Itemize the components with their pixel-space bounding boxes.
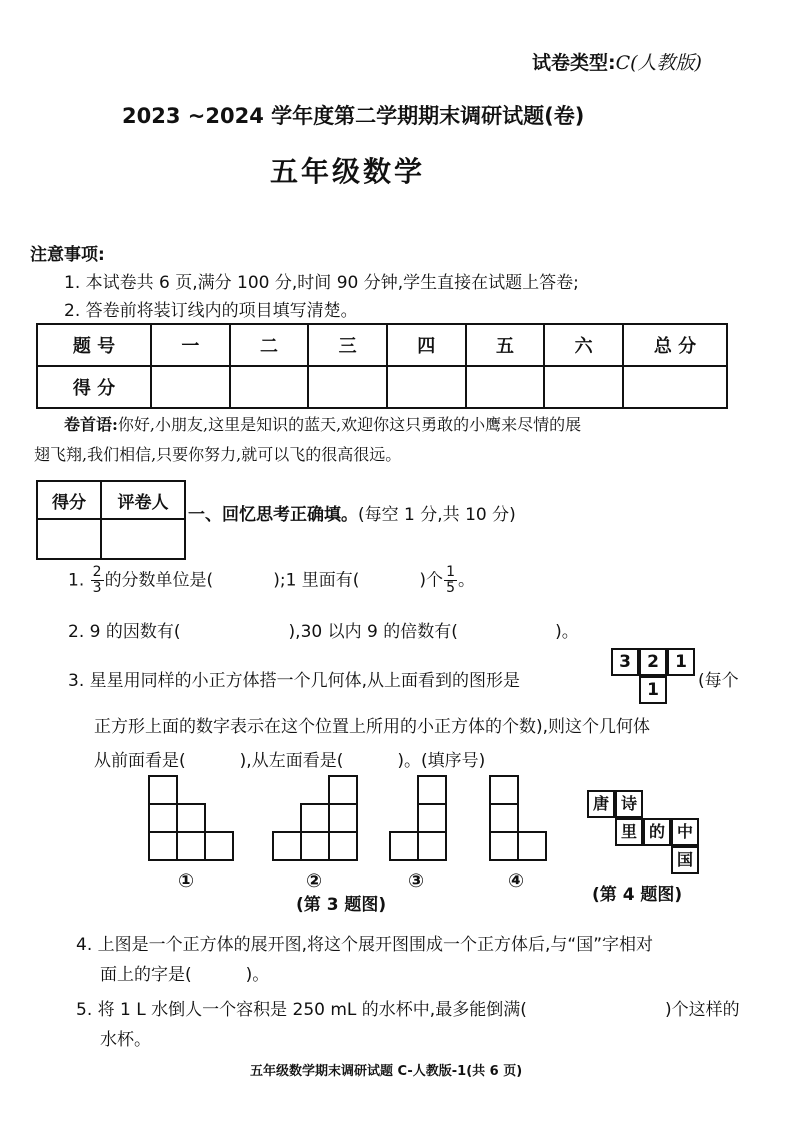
question-5-line-1b: )个这样的 [665, 1000, 740, 1020]
preface-line-1 [64, 412, 581, 435]
score-cell[interactable] [230, 366, 309, 408]
question-3-line-1: 3. 星星用同样的小正方体搭一个几何体,从上面看到的图形是 [68, 671, 521, 691]
grader-name-cell[interactable] [101, 519, 185, 559]
cube-face [300, 831, 330, 861]
subject-title: 五年级数学 [270, 155, 426, 188]
grader-score-cell[interactable] [37, 519, 101, 559]
grader-box [36, 480, 186, 560]
cube-face [148, 775, 178, 805]
section-1-title: 一、回忆思考正确填。 [188, 505, 358, 525]
question-3-caption: (第 3 题图) [296, 895, 387, 915]
question-1 [68, 565, 475, 596]
cube-face [204, 831, 234, 861]
net-cell: 中 [671, 818, 699, 846]
score-header-total: 总 分 [623, 324, 727, 366]
option-label-3: ③ [408, 870, 425, 892]
question-1-text-c: )个 [419, 570, 444, 591]
net-cell: 唐 [587, 790, 615, 818]
net-cell: 的 [643, 818, 671, 846]
cube-face [328, 803, 358, 833]
top-view-cell: 2 [639, 648, 667, 676]
cube-face [417, 831, 447, 861]
option-label-2: ② [306, 870, 323, 892]
option-label-1: ① [178, 870, 195, 892]
fraction-numerator: 2 [92, 564, 102, 580]
top-view-cell: 1 [639, 676, 667, 704]
question-1-text-b: );1 里面有( [273, 570, 360, 591]
cube-face [148, 803, 178, 833]
score-table-header-row [37, 324, 727, 366]
grader-name-label: 评卷人 [101, 481, 185, 519]
paper-type-label: 试卷类型: [532, 52, 616, 74]
net-cell: 国 [671, 846, 699, 874]
paper-type [532, 48, 702, 75]
score-cell[interactable] [623, 366, 727, 408]
section-1-note: (每空 1 分,共 10 分) [358, 505, 516, 525]
page-title: 2023 ~2024 学年度第二学期期末调研试题(卷) [122, 104, 585, 128]
cube-face [176, 803, 206, 833]
notice-item-1: 1. 本试卷共 6 页,满分 100 分,时间 90 分钟,学生直接在试题上答卷; [64, 273, 579, 293]
cube-face [272, 831, 302, 861]
question-2: 2. 9 的因数有( ),30 以内 9 的倍数有( )。 [68, 622, 579, 642]
question-4-caption: (第 4 题图) [592, 885, 683, 905]
cube-face [176, 831, 206, 861]
question-5-line-2: 水杯。 [100, 1030, 151, 1050]
page-footer: 五年级数学期末调研试题 C-人教版-1(共 6 页) [250, 1064, 523, 1079]
cube-face [300, 803, 330, 833]
score-header-question: 题 号 [37, 324, 151, 366]
score-header-2: 二 [230, 324, 309, 366]
preface-text-1: 你好,小朋友,这里是知识的蓝天,欢迎你这只勇敢的小鹰来尽情的展 [117, 415, 582, 434]
net-cell: 诗 [615, 790, 643, 818]
score-row-label: 得 分 [37, 366, 151, 408]
score-cell[interactable] [151, 366, 230, 408]
top-view-cell: 3 [611, 648, 639, 676]
option-label-4: ④ [508, 870, 525, 892]
preface-label: 卷首语: [64, 415, 118, 434]
score-cell[interactable] [544, 366, 623, 408]
question-1-text-d: 。 [457, 570, 475, 591]
cube-face [148, 831, 178, 861]
question-4-line-1: 4. 上图是一个正方体的展开图,将这个展开图围成一个正方体后,与“国”字相对 [76, 935, 654, 955]
paper-type-value: C(人教版) [615, 52, 702, 74]
score-header-6: 六 [544, 324, 623, 366]
fraction-2-3 [91, 565, 104, 596]
score-table-score-row [37, 366, 727, 408]
question-3-line-3: 从前面看是( ),从左面看是( )。(填序号) [94, 751, 486, 771]
score-header-4: 四 [387, 324, 466, 366]
question-1-num: 1. [68, 570, 85, 591]
cube-face [489, 831, 519, 861]
grader-score-label: 得分 [37, 481, 101, 519]
score-header-1: 一 [151, 324, 230, 366]
cube-face [489, 775, 519, 805]
score-cell[interactable] [466, 366, 545, 408]
cube-face [328, 775, 358, 805]
score-header-5: 五 [466, 324, 545, 366]
fraction-1-5 [444, 565, 457, 596]
cube-face [417, 775, 447, 805]
cube-face [489, 803, 519, 833]
preface-line-2: 翅飞翔,我们相信,只要你努力,就可以飞的很高很远。 [34, 445, 402, 464]
cube-face [328, 831, 358, 861]
question-1-text-a: 的分数单位是( [104, 570, 214, 591]
score-header-3: 三 [308, 324, 387, 366]
cube-face [517, 831, 547, 861]
cube-face [417, 803, 447, 833]
notice-item-2: 2. 答卷前将装订线内的项目填写清楚。 [64, 301, 358, 321]
question-3-line-2: 正方形上面的数字表示在这个位置上所用的小正方体的个数),则这个几何体 [94, 717, 651, 737]
score-cell[interactable] [387, 366, 466, 408]
fraction-numerator: 1 [446, 564, 455, 580]
question-4-line-2: 面上的字是( )。 [100, 965, 270, 985]
fraction-denominator: 5 [446, 580, 455, 596]
net-cell: 里 [615, 818, 643, 846]
fraction-denominator: 3 [92, 580, 102, 596]
score-cell[interactable] [308, 366, 387, 408]
top-view-cell: 1 [667, 648, 695, 676]
cube-face [389, 831, 419, 861]
notice-heading: 注意事项: [30, 245, 105, 265]
question-5-line-1a: 5. 将 1 L 水倒人一个容积是 250 mL 的水杯中,最多能倒满( [76, 1000, 527, 1020]
section-1-heading [188, 500, 516, 525]
question-3-line-1-end: (每个 [698, 671, 739, 691]
score-table [36, 323, 728, 409]
